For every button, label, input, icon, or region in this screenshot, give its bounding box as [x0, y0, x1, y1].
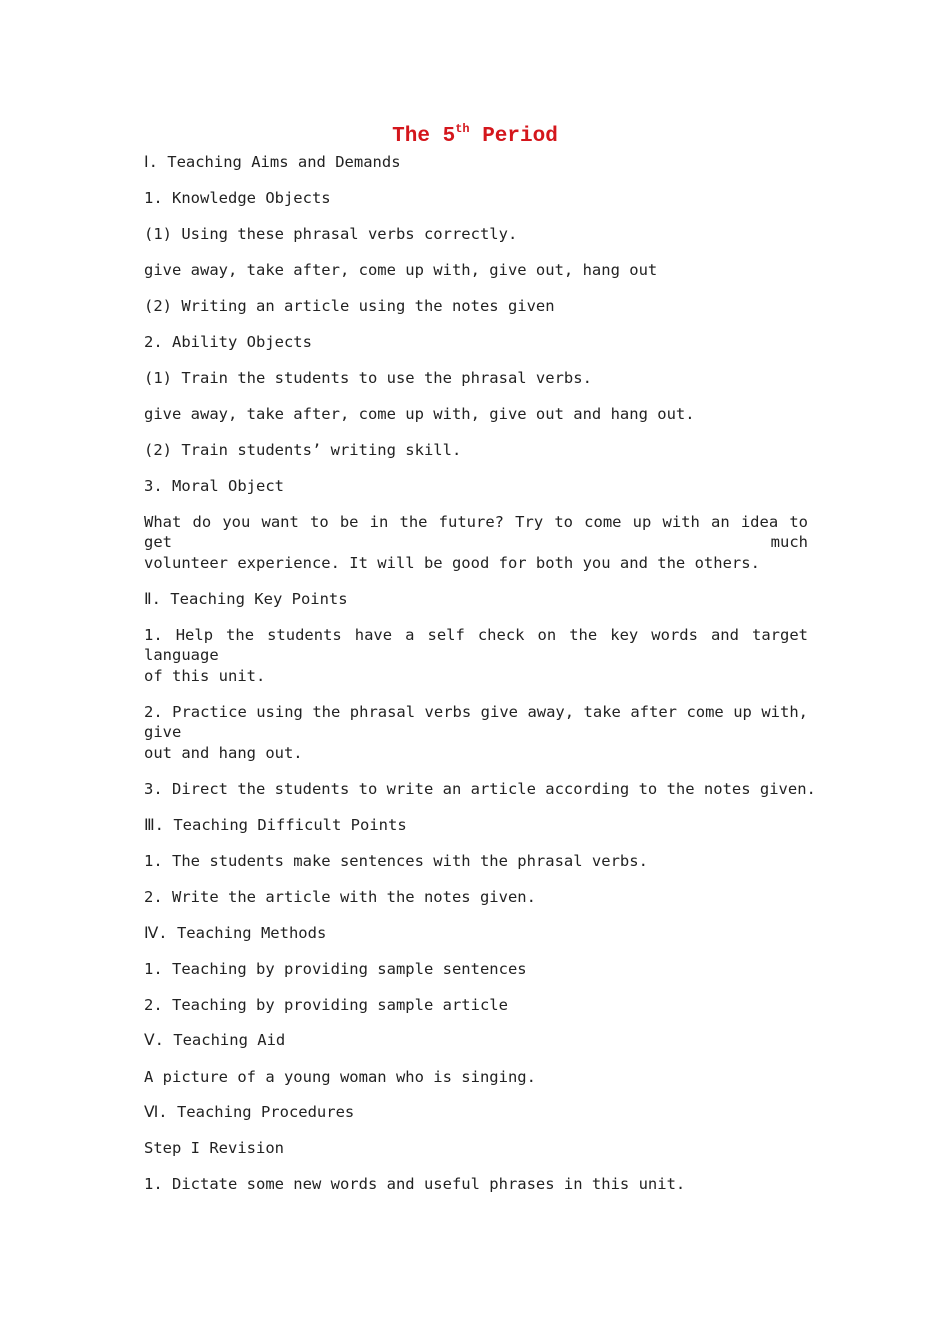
section-heading-difficult-points: Ⅲ. Teaching Difficult Points [144, 816, 407, 834]
section-heading-aims: Ⅰ. Teaching Aims and Demands [144, 153, 401, 171]
text-line: 3. Direct the students to write an article according to the notes given. [144, 780, 816, 798]
text-line: 2. Write the article with the notes given. [144, 888, 536, 906]
text-line: (2) Writing an article using the notes given [144, 297, 555, 315]
section-heading-aid: Ⅴ. Teaching Aid [144, 1031, 286, 1049]
text-line: (1) Train the students to use the phrasal verbs. [144, 369, 592, 387]
text-line: volunteer experience. It will be good for both you and the others. [144, 554, 760, 572]
text-line: 1. Dictate some new words and useful phrases in this unit. [144, 1175, 686, 1193]
text-line: of this unit. [144, 667, 266, 685]
section-heading-procedures: Ⅵ. Teaching Procedures [144, 1103, 355, 1121]
section-heading-key-points: Ⅱ. Teaching Key Points [144, 590, 348, 608]
section-heading-methods: Ⅳ. Teaching Methods [144, 924, 327, 942]
text-line: 1. Teaching by providing sample sentences [144, 960, 527, 978]
step-heading: Step I Revision [144, 1139, 284, 1157]
text-line: 1. The students make sentences with the phrasal verbs. [144, 852, 648, 870]
text-line: What do you want to be in the future? Try to come up with an idea to get much [144, 513, 808, 551]
subheading-ability-objects: 2. Ability Objects [144, 333, 312, 351]
text-line: give away, take after, come up with, give out, hang out [144, 261, 658, 279]
text-line: 2. Practice using the phrasal verbs give away, take after come up with, give [144, 703, 808, 741]
subheading-knowledge-objects: 1. Knowledge Objects [144, 189, 331, 207]
subheading-moral-object: 3. Moral Object [144, 477, 284, 495]
text-line: (2) Train students’ writing skill. [144, 441, 462, 459]
text-line: 1. Help the students have a self check on the key words and target language [144, 626, 808, 664]
title-suffix: Period [469, 125, 558, 148]
text-line: give away, take after, come up with, give out and hang out. [144, 405, 695, 423]
text-line: (1) Using these phrasal verbs correctly. [144, 225, 518, 243]
text-line: 2. Teaching by providing sample article [144, 996, 508, 1014]
text-line: A picture of a young woman who is singing. [144, 1068, 536, 1086]
page-title [0, 122, 950, 148]
title-superscript: th [455, 122, 470, 136]
text-line: out and hang out. [144, 744, 303, 762]
title-prefix: The 5 [392, 125, 456, 148]
